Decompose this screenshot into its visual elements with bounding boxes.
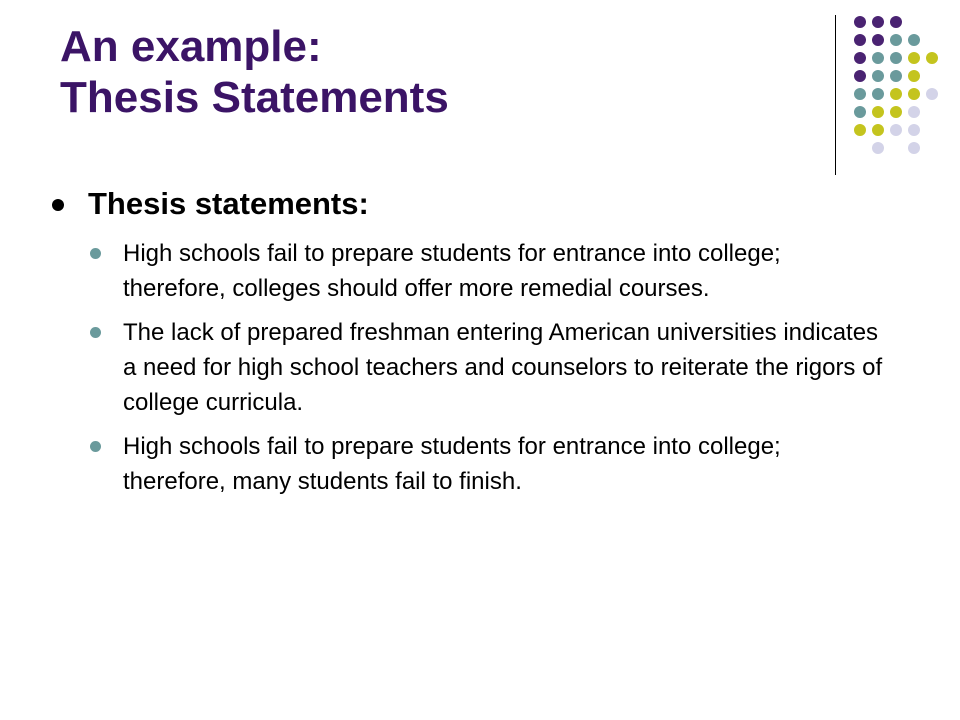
sub-bullet-list (50, 236, 890, 499)
decorative-dot (854, 34, 866, 46)
decorative-dot (890, 70, 902, 82)
main-bullet-dot (52, 199, 64, 211)
slide-title-line-2: Thesis Statements (60, 72, 449, 122)
decorative-dot (908, 124, 920, 136)
decorative-dot (890, 16, 902, 28)
decorative-dot (872, 88, 884, 100)
sub-bullet-dot (90, 327, 101, 338)
decorative-dot (872, 16, 884, 28)
slide-title (60, 22, 449, 123)
decorative-dot (908, 142, 920, 154)
sub-bullet-item (50, 236, 890, 306)
sub-bullet-item (50, 315, 890, 420)
decorative-dot (872, 52, 884, 64)
decorative-dot (854, 16, 866, 28)
sub-bullet-dot (90, 248, 101, 259)
main-bullet-item (50, 185, 890, 222)
decorative-dot (872, 70, 884, 82)
decorative-dot-grid (850, 12, 950, 162)
decorative-dot (908, 34, 920, 46)
decorative-dot (926, 52, 938, 64)
sub-bullet-dot (90, 441, 101, 452)
decorative-dot (908, 106, 920, 118)
decorative-dot (908, 88, 920, 100)
sub-bullet-text: High schools fail to prepare students for entrance into college; therefore, colleges should offer more remedial courses. (123, 240, 781, 303)
decorative-dot (890, 106, 902, 118)
decorative-dot (872, 34, 884, 46)
slide-title-line-1: An example: (60, 22, 322, 71)
decorative-dot (872, 106, 884, 118)
sub-bullet-text: The lack of prepared freshman entering American universities indicates a need for high school teachers and counselors to reiterate the rigors of college curricula. (123, 319, 883, 417)
decorative-dot (854, 124, 866, 136)
decorative-dot (890, 88, 902, 100)
decorative-dot (854, 70, 866, 82)
decorative-dot (872, 124, 884, 136)
decorative-dot (854, 88, 866, 100)
main-bullet-label: Thesis statements: (88, 186, 369, 221)
sub-bullet-item (50, 429, 890, 499)
decorative-dot (890, 34, 902, 46)
decorative-dot (908, 70, 920, 82)
decorative-dot (890, 124, 902, 136)
decorative-dot (908, 52, 920, 64)
decorative-dot (854, 52, 866, 64)
decorative-dot (872, 142, 884, 154)
decorative-dot (926, 88, 938, 100)
title-divider-line (835, 15, 836, 175)
slide-body (50, 185, 890, 508)
decorative-dot (890, 52, 902, 64)
decorative-dot (854, 106, 866, 118)
sub-bullet-text: High schools fail to prepare students for entrance into college; therefore, many students fail to finish. (123, 433, 781, 496)
